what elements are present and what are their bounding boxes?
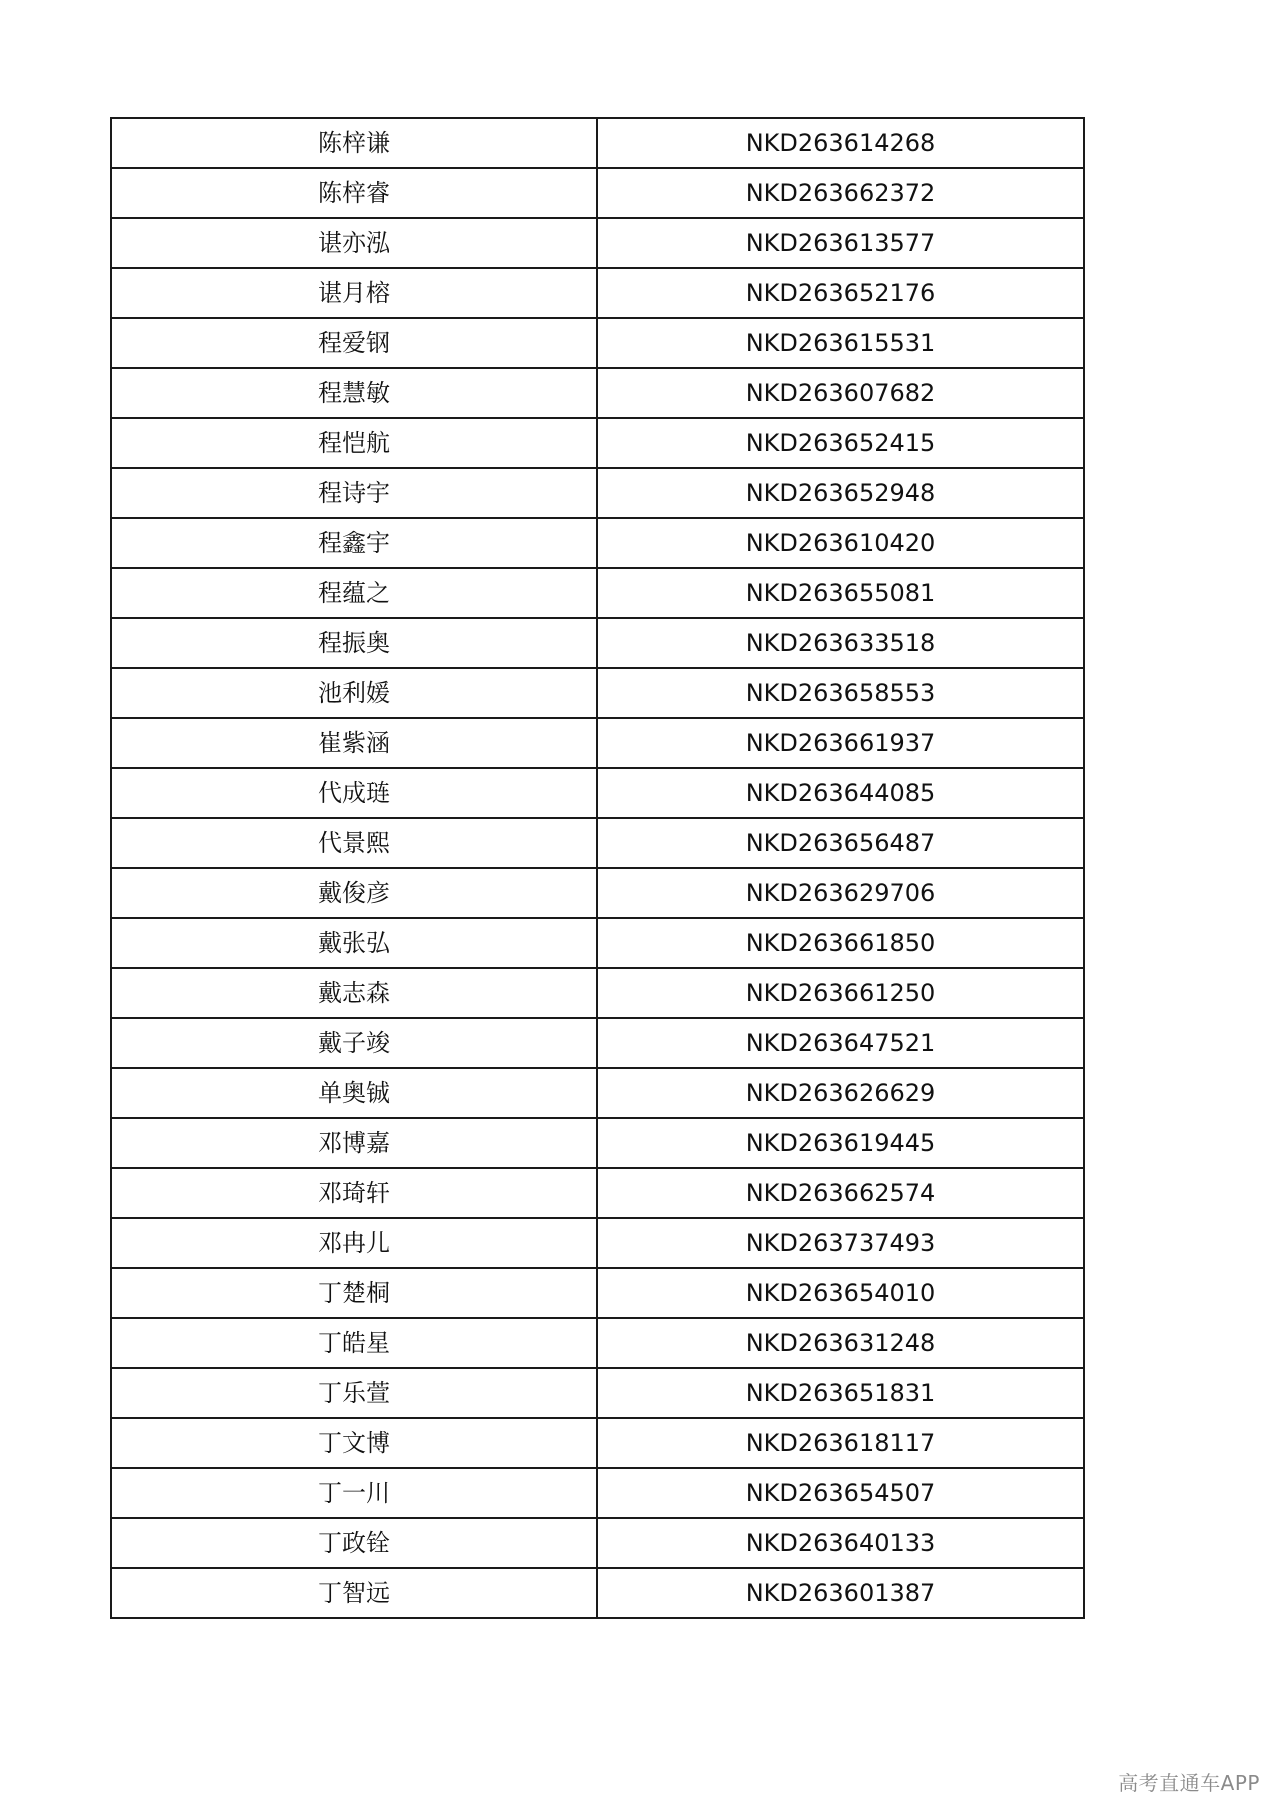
table-row bbox=[111, 568, 1084, 618]
student-name-cell: 陈梓谦 bbox=[111, 118, 597, 168]
registration-id-cell: NKD263661937 bbox=[597, 718, 1084, 768]
student-name-cell: 代成琏 bbox=[111, 768, 597, 818]
registration-id-cell: NKD263601387 bbox=[597, 1568, 1084, 1618]
registration-id-cell: NKD263652176 bbox=[597, 268, 1084, 318]
table-row bbox=[111, 1418, 1084, 1468]
table-row bbox=[111, 218, 1084, 268]
table-row bbox=[111, 1118, 1084, 1168]
table-row bbox=[111, 118, 1084, 168]
table-row bbox=[111, 468, 1084, 518]
table-row bbox=[111, 1018, 1084, 1068]
table-row bbox=[111, 668, 1084, 718]
table-row bbox=[111, 1518, 1084, 1568]
registration-id-cell: NKD263619445 bbox=[597, 1118, 1084, 1168]
roster-table-body bbox=[111, 118, 1084, 1618]
table-row bbox=[111, 1368, 1084, 1418]
student-name-cell: 谌亦泓 bbox=[111, 218, 597, 268]
table-row bbox=[111, 918, 1084, 968]
student-name-cell: 崔紫涵 bbox=[111, 718, 597, 768]
table-row bbox=[111, 1218, 1084, 1268]
student-name-cell: 程诗宇 bbox=[111, 468, 597, 518]
registration-id-cell: NKD263652415 bbox=[597, 418, 1084, 468]
student-name-cell: 程爱钢 bbox=[111, 318, 597, 368]
student-name-cell: 单奥铖 bbox=[111, 1068, 597, 1118]
table-row bbox=[111, 818, 1084, 868]
registration-id-cell: NKD263644085 bbox=[597, 768, 1084, 818]
registration-id-cell: NKD263656487 bbox=[597, 818, 1084, 868]
registration-id-cell: NKD263633518 bbox=[597, 618, 1084, 668]
table-row bbox=[111, 968, 1084, 1018]
student-name-cell: 丁政铨 bbox=[111, 1518, 597, 1568]
student-name-cell: 邓博嘉 bbox=[111, 1118, 597, 1168]
student-name-cell: 戴志森 bbox=[111, 968, 597, 1018]
registration-id-cell: NKD263610420 bbox=[597, 518, 1084, 568]
table-row bbox=[111, 418, 1084, 468]
student-name-cell: 戴张弘 bbox=[111, 918, 597, 968]
table-row bbox=[111, 1568, 1084, 1618]
registration-id-cell: NKD263614268 bbox=[597, 118, 1084, 168]
student-name-cell: 谌月榕 bbox=[111, 268, 597, 318]
registration-id-cell: NKD263613577 bbox=[597, 218, 1084, 268]
registration-id-cell: NKD263654010 bbox=[597, 1268, 1084, 1318]
watermark: 高考直通车APP bbox=[1118, 1771, 1260, 1795]
student-name-cell: 丁一川 bbox=[111, 1468, 597, 1518]
registration-id-cell: NKD263647521 bbox=[597, 1018, 1084, 1068]
student-name-cell: 丁文博 bbox=[111, 1418, 597, 1468]
registration-id-cell: NKD263640133 bbox=[597, 1518, 1084, 1568]
student-name-cell: 戴子竣 bbox=[111, 1018, 597, 1068]
registration-id-cell: NKD263629706 bbox=[597, 868, 1084, 918]
table-row bbox=[111, 768, 1084, 818]
registration-id-cell: NKD263662372 bbox=[597, 168, 1084, 218]
registration-id-cell: NKD263655081 bbox=[597, 568, 1084, 618]
table-row bbox=[111, 318, 1084, 368]
registration-id-cell: NKD263626629 bbox=[597, 1068, 1084, 1118]
table-row bbox=[111, 1468, 1084, 1518]
student-name-cell: 丁乐萱 bbox=[111, 1368, 597, 1418]
table-row bbox=[111, 168, 1084, 218]
registration-id-cell: NKD263658553 bbox=[597, 668, 1084, 718]
table-row bbox=[111, 718, 1084, 768]
student-name-cell: 代景熙 bbox=[111, 818, 597, 868]
registration-id-cell: NKD263607682 bbox=[597, 368, 1084, 418]
registration-id-cell: NKD263618117 bbox=[597, 1418, 1084, 1468]
roster-table bbox=[110, 117, 1085, 1619]
student-name-cell: 程蕴之 bbox=[111, 568, 597, 618]
student-name-cell: 程慧敏 bbox=[111, 368, 597, 418]
table-row bbox=[111, 1168, 1084, 1218]
table-row bbox=[111, 1318, 1084, 1368]
table-row bbox=[111, 268, 1084, 318]
student-name-cell: 戴俊彦 bbox=[111, 868, 597, 918]
student-name-cell: 邓冉儿 bbox=[111, 1218, 597, 1268]
registration-id-cell: NKD263651831 bbox=[597, 1368, 1084, 1418]
registration-id-cell: NKD263652948 bbox=[597, 468, 1084, 518]
registration-id-cell: NKD263631248 bbox=[597, 1318, 1084, 1368]
student-name-cell: 程鑫宇 bbox=[111, 518, 597, 568]
registration-id-cell: NKD263661250 bbox=[597, 968, 1084, 1018]
registration-id-cell: NKD263737493 bbox=[597, 1218, 1084, 1268]
student-name-cell: 丁楚桐 bbox=[111, 1268, 597, 1318]
registration-id-cell: NKD263615531 bbox=[597, 318, 1084, 368]
table-row bbox=[111, 618, 1084, 668]
table-row bbox=[111, 868, 1084, 918]
table-row bbox=[111, 1268, 1084, 1318]
table-row bbox=[111, 518, 1084, 568]
table-row bbox=[111, 1068, 1084, 1118]
table-row bbox=[111, 368, 1084, 418]
registration-id-cell: NKD263661850 bbox=[597, 918, 1084, 968]
student-name-cell: 丁智远 bbox=[111, 1568, 597, 1618]
student-name-cell: 程恺航 bbox=[111, 418, 597, 468]
student-name-cell: 邓琦轩 bbox=[111, 1168, 597, 1218]
registration-id-cell: NKD263662574 bbox=[597, 1168, 1084, 1218]
student-name-cell: 池利媛 bbox=[111, 668, 597, 718]
student-name-cell: 丁皓星 bbox=[111, 1318, 597, 1368]
student-name-cell: 程振奥 bbox=[111, 618, 597, 668]
registration-id-cell: NKD263654507 bbox=[597, 1468, 1084, 1518]
student-name-cell: 陈梓睿 bbox=[111, 168, 597, 218]
